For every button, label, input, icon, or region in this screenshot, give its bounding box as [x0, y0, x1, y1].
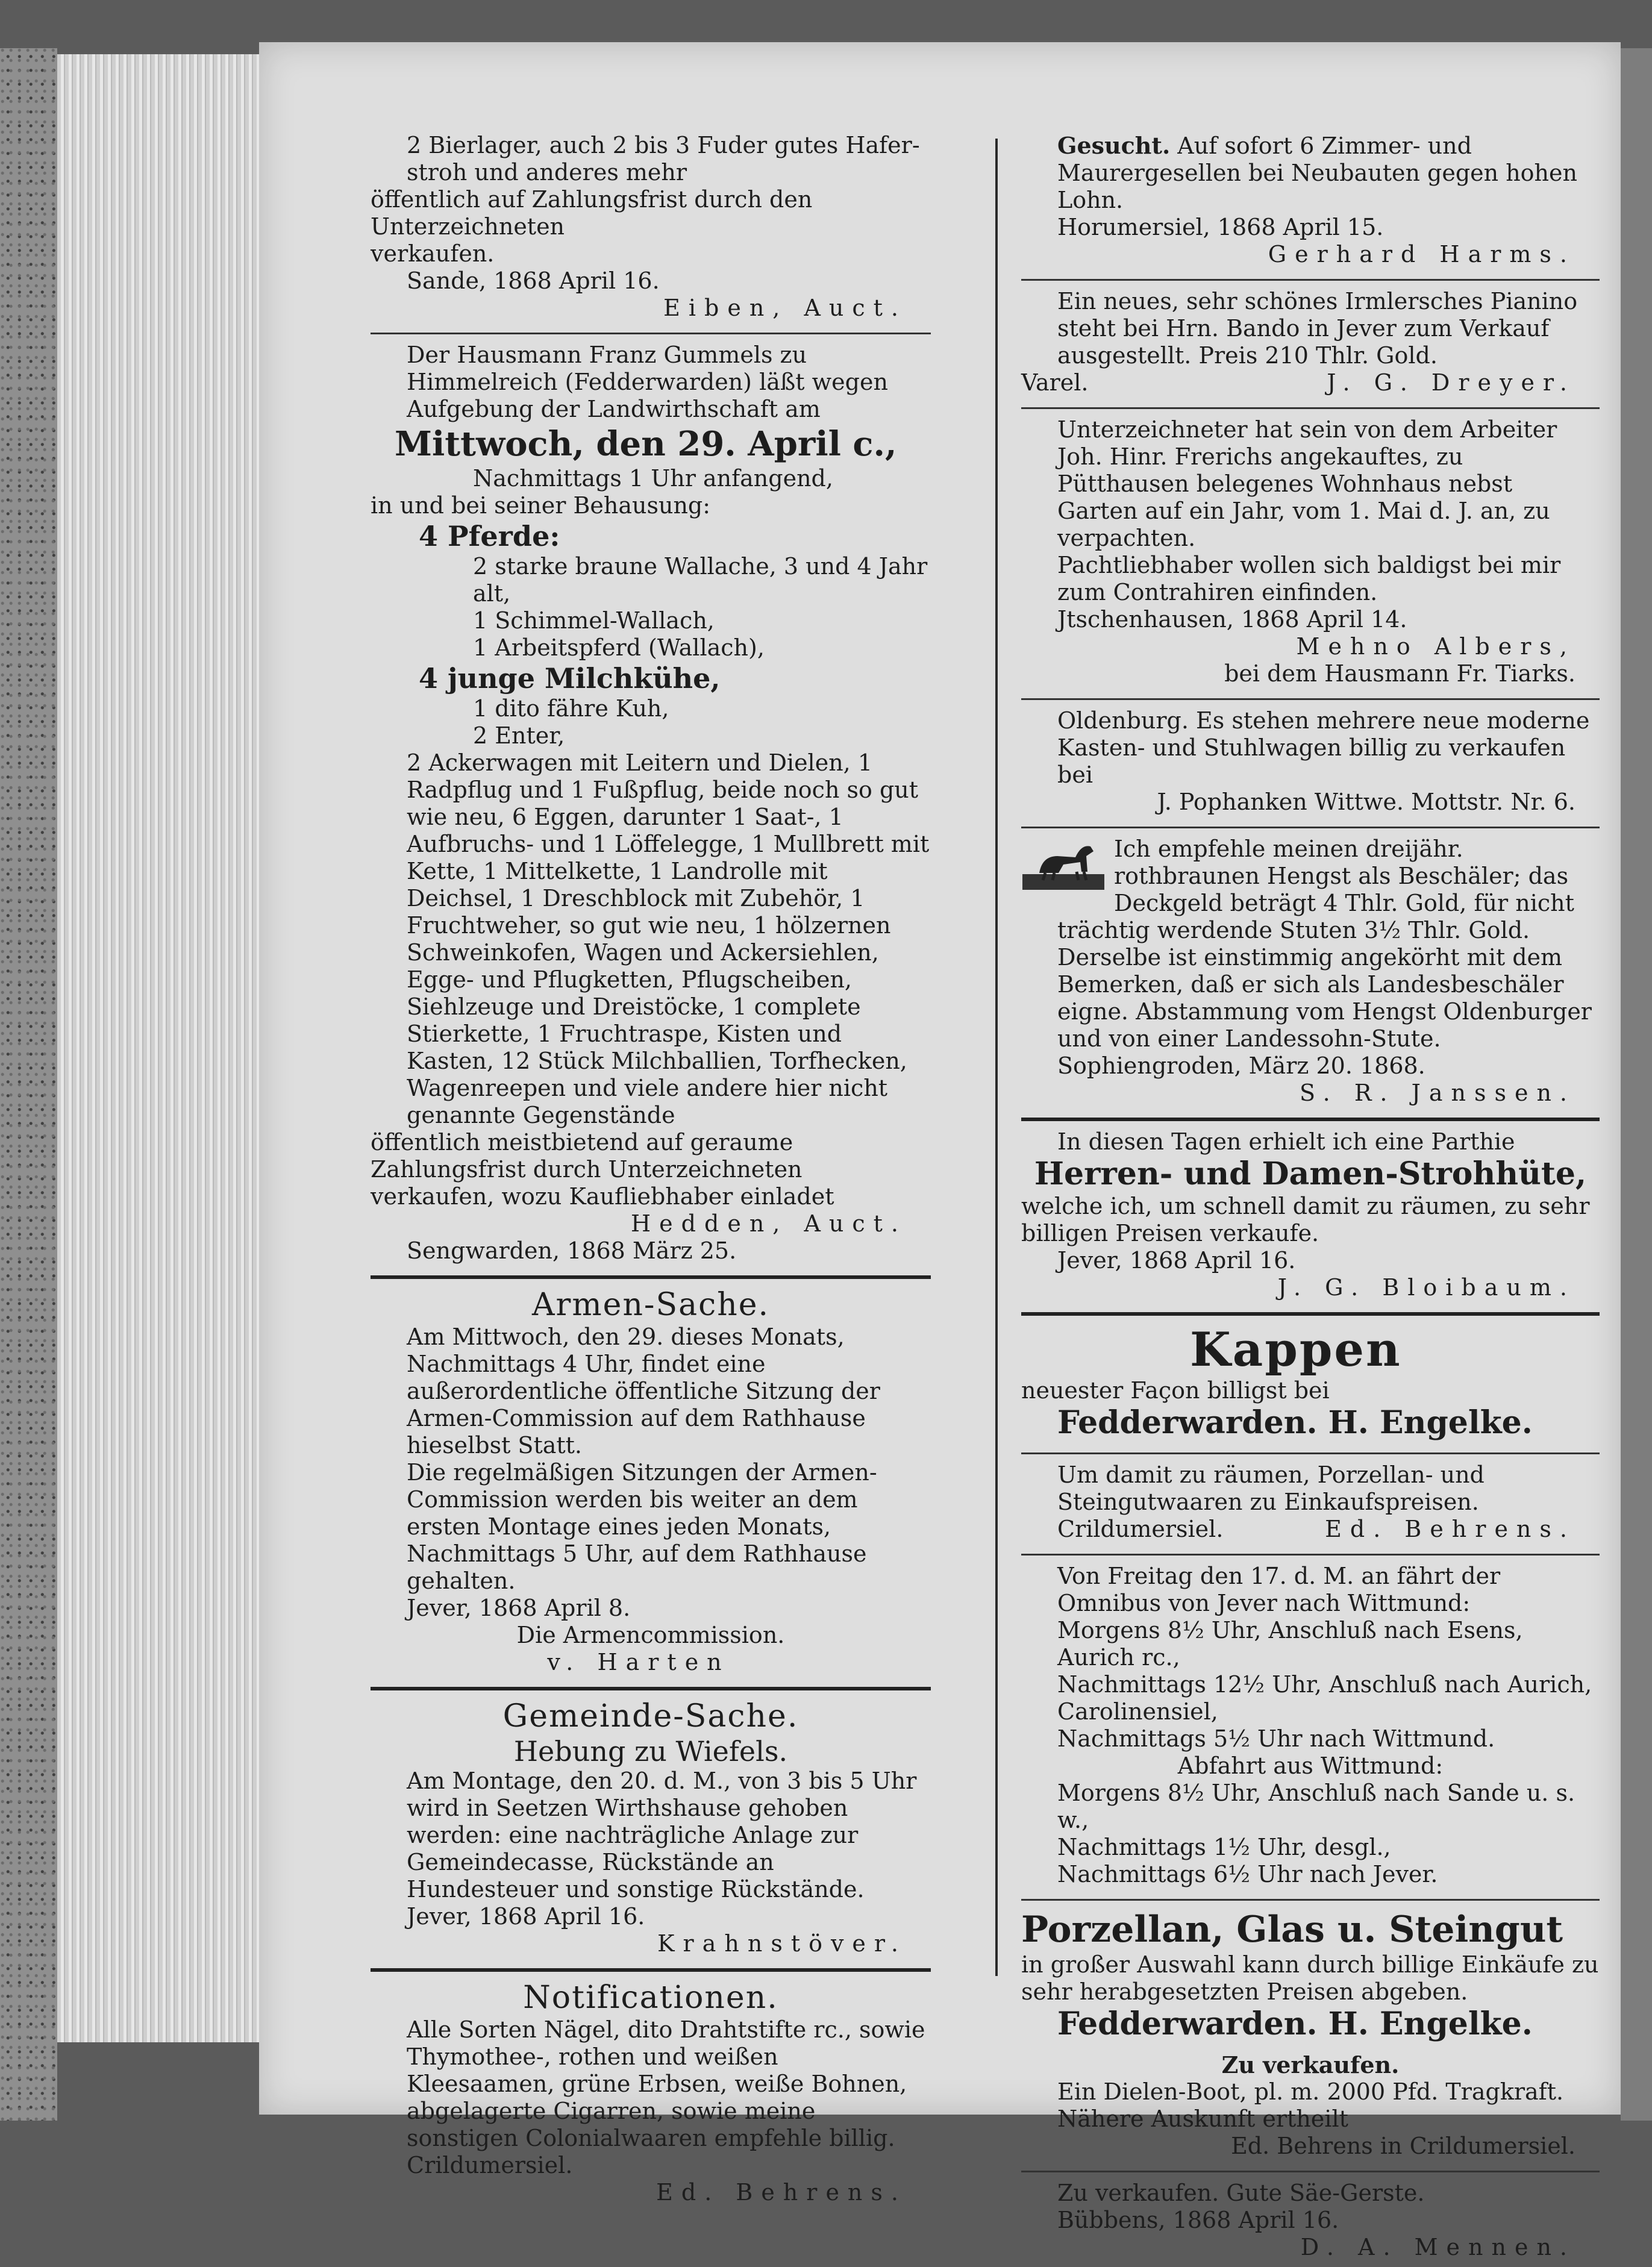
place-date: Crildumersiel.: [407, 2152, 573, 2178]
column-divider: [995, 139, 998, 1976]
signature: v. Harten: [547, 1649, 730, 1675]
divider-rule: [1021, 279, 1600, 281]
signature: J. G. Bloibaum.: [1277, 1274, 1575, 1301]
paragraph: Ein neues, sehr schönes Irmlersches Pianino steht bei Hrn. Bando in Jever zum Verkauf ausgestellt. Preis 210 Thlr. Gold.: [1057, 288, 1578, 369]
shop-name: Fedderwarden. H. Engelke.: [1057, 1404, 1533, 1441]
divider-rule: [1021, 827, 1600, 828]
ad-notificationen: [371, 1977, 931, 2212]
horse-icon: [1021, 838, 1106, 892]
paragraph: in großer Auswahl kann durch billige Einkäufe zu sehr herabgesetzten Preisen abgeben.: [1021, 1951, 1599, 2005]
item: 1 Schimmel-Wallach,: [473, 607, 715, 634]
item-list: 2 Ackerwagen mit Leitern und Dielen, 1 Radpflug und 1 Fußpflug, beide noch so gut wie neu, 6 Eggen, darunter 1 Saat-, 1 Aufbruchs- und 1 Löffelegge, 1 Mullbrett mit Kette, 1 Mittelkette, 1 Landrolle mit Deichsel, 1 Dreschblock mit Zubehör, 1 Fruchtweher, so gut wie neu, 1 hölzernen Schweinkofen, Wagen und Ackersiehlen, Egge- und Pflugketten, Pflugscheiben, Siehlzeuge und Dreistöcke, 1 complete Stierkette, 1 Fruchtraspe, Kisten und Kasten, 12 Stück Milchballien, Torfhecken, Wagenreepen und viele andere hier nicht genannte Gegenstände: [407, 749, 930, 1128]
ad-title: Armen-Sache.: [531, 1287, 770, 1323]
divider-rule: [371, 1968, 931, 1972]
paragraph: Um damit zu räumen, Porzellan- und Steingutwaaren zu Einkaufspreisen.: [1057, 1462, 1485, 1515]
right-column: [1021, 130, 1600, 2267]
paragraph: Von Freitag den 17. d. M. an fährt der Omnibus von Jever nach Wittmund:: [1057, 1563, 1501, 1616]
item: 2 Enter,: [473, 722, 565, 749]
divider-rule: [371, 333, 931, 334]
paragraph: Pachtliebhaber wollen sich baldigst bei mir zum Contrahiren einfinden.: [1057, 552, 1561, 605]
place-date: Jtschenhausen, 1868 April 14.: [1057, 606, 1407, 633]
paragraph: Ich empfehle meinen dreijähr. rothbraunen Hengst als Beschäler; das Deckgeld beträgt 4 Thlr. Gold, für nicht trächtig werdende Stuten 3½ Thlr. Gold. Derselbe ist einstimmig angekörht mit dem Bemerken, daß er sich als Landesbeschäler eigne. Abstammung vom Hengst Oldenburger und von einer Landessohn-Stute.: [1057, 836, 1592, 1052]
place: Varel.: [1021, 369, 1089, 396]
paragraph: Am Mittwoch, den 29. dieses Monats, Nachmittags 4 Uhr, findet eine außerordentliche öffentliche Sitzung der Armen-Commission auf dem Rathhause hieselbst Statt.: [407, 1324, 880, 1459]
divider-rule: [371, 1275, 931, 1279]
outro-text: öffentlich meistbietend auf geraume Zahlungsfrist durch Unterzeichneten verkaufen, wozu Kaufliebhaber einladet: [371, 1129, 834, 1210]
ad-saee-gerste: [1021, 2177, 1600, 2267]
shop-name: Fedderwarden. H. Engelke.: [1057, 2006, 1533, 2042]
paragraph: Zu verkaufen. Gute Säe-Gerste.: [1057, 2180, 1425, 2206]
paragraph: Ein Dielen-Boot, pl. m. 2000 Pfd. Tragkraft.: [1057, 2078, 1564, 2105]
timetable-line: Morgens 8½ Uhr, Anschluß nach Esens, Aurich rc.,: [1057, 1617, 1523, 1671]
issuer: Die Armencommission.: [516, 1622, 785, 1648]
place-date: Sengwarden, 1868 März 25.: [407, 1237, 737, 1264]
ad-armen-sache: [371, 1284, 931, 1682]
auction-date: Mittwoch, den 29. April c.,: [395, 424, 897, 464]
timetable-line: Nachmittags 12½ Uhr, Anschluß nach Aurich, Carolinensiel,: [1057, 1671, 1592, 1725]
text-line: verkaufen.: [371, 240, 495, 267]
divider-rule: [1021, 1118, 1600, 1121]
timetable-line: Nachmittags 5½ Uhr nach Wittmund.: [1057, 1725, 1495, 1752]
ad-subtitle: Hebung zu Wiefels.: [513, 1735, 788, 1768]
facing-page-edge: [1621, 48, 1652, 2121]
text-line: stroh und anderes mehr: [407, 159, 687, 186]
signature: Eiben, Auct.: [663, 295, 907, 321]
ad-strohhuete: [1021, 1126, 1600, 1307]
signature: Ed. Behrens in Crildumersiel.: [1231, 2133, 1575, 2159]
ad-dielen-boot: [1021, 2049, 1600, 2166]
timetable-line: Nachmittags 6½ Uhr nach Jever.: [1057, 1861, 1438, 1887]
ad-lead: Gesucht.: [1057, 132, 1171, 159]
text-line: öffentlich auf Zahlungsfrist durch den Unterzeichneten: [371, 186, 813, 240]
auction-time: Nachmittags 1 Uhr anfangend,: [473, 465, 833, 492]
timetable-line: Morgens 8½ Uhr, Anschluß nach Sande u. s. w.,: [1057, 1780, 1575, 1833]
timetable-line: Nachmittags 1½ Uhr, desgl.,: [1057, 1834, 1391, 1860]
auction-location: in und bei seiner Behausung:: [371, 492, 711, 519]
ad-hengst: [1021, 833, 1600, 1113]
signature-note: bei dem Hausmann Fr. Tiarks.: [1224, 660, 1575, 687]
text-line: 2 Bierlager, auch 2 bis 3 Fuder gutes Hafer-: [407, 132, 920, 158]
place-date: Bübbens, 1868 April 16.: [1057, 2207, 1339, 2233]
place-date: Jever, 1868 April 8.: [407, 1595, 631, 1621]
divider-rule: [1021, 698, 1600, 700]
signature: Krahnstöver.: [657, 1930, 907, 1957]
ad-kastenwagen: [1021, 705, 1600, 822]
ad-headline: Zu verkaufen.: [1221, 2051, 1400, 2078]
paragraph: Unterzeichneter hat sein von dem Arbeiter Joh. Hinr. Frerichs angekauftes, zu Pütthausen belegenes Wohnhaus nebst Garten auf ein Jahr, vom 1. Mai d. J. an, zu verpachten.: [1057, 416, 1557, 551]
timetable-heading: Abfahrt aus Wittmund:: [1177, 1753, 1444, 1779]
place-date: Jever, 1868 April 16.: [1057, 1247, 1296, 1274]
paragraph: neuester Façon billigst bei: [1021, 1377, 1330, 1404]
ad-auction-gummels: [371, 339, 931, 1271]
place-date: Jever, 1868 April 16.: [407, 1903, 645, 1930]
book-binding: [0, 48, 57, 2121]
ad-headline: Porzellan, Glas u. Steingut: [1021, 1909, 1563, 1951]
signature: Hedden, Auct.: [631, 1210, 907, 1237]
divider-rule: [1021, 407, 1600, 409]
item: 2 starke braune Wallache, 3 und 4 Jahr alt,: [473, 553, 928, 607]
signature: Ed. Behrens.: [656, 2179, 907, 2206]
divider-rule: [1021, 1312, 1600, 1316]
ad-title: Notificationen.: [523, 1980, 778, 2016]
ad-omnibus: [1021, 1560, 1600, 1894]
divider-rule: [1021, 1554, 1600, 1556]
section-heading: 4 junge Milchkühe,: [419, 662, 721, 695]
ad-gemeinde-sache: [371, 1695, 931, 1963]
signature: Gerhard Harms.: [1268, 241, 1575, 267]
ad-title: Gemeinde-Sache.: [502, 1698, 799, 1734]
paragraph: Auf sofort 6 Zimmer- und Maurergesellen bei Neubauten gegen hohen Lohn.: [1057, 133, 1577, 213]
divider-rule: [1021, 1452, 1600, 1454]
paragraph: Die regelmäßigen Sitzungen der Armen-Commission werden bis weiter an dem ersten Montage eines jeden Monats, Nachmittags 5 Uhr, auf dem Rathhause gehalten.: [407, 1459, 877, 1594]
item: 1 dito fähre Kuh,: [473, 695, 669, 722]
left-column: [371, 130, 931, 2212]
intro-text: Der Hausmann Franz Gummels zu Himmelreich (Fedderwarden) läßt wegen Aufgebung der Landwirthschaft am: [407, 342, 888, 422]
ad-porzellan-glas-steingut: [1021, 1906, 1600, 2049]
signature: J. G. Dreyer.: [1327, 369, 1575, 396]
signature: Mehno Albers,: [1296, 633, 1575, 660]
page-edges: [57, 54, 262, 2042]
signature: Ed. Behrens.: [1325, 1516, 1575, 1542]
divider-rule: [1021, 1899, 1600, 1901]
paragraph: Alle Sorten Nägel, dito Drahtstifte rc., sowie Thymothee-, rothen und weißen Kleesaamen, grüne Erbsen, weiße Bohnen, abgelagerte Cigarren, sowie meine sonstigen Colonialwaaren empfehle billig.: [407, 2016, 925, 2151]
divider-rule: [1021, 2171, 1600, 2172]
place-date: Sande, 1868 April 16.: [407, 267, 660, 294]
signature: S. R. Janssen.: [1299, 1080, 1575, 1106]
ad-headline: Kappen: [1190, 1322, 1402, 1377]
ad-kappen: [1021, 1321, 1600, 1448]
ad-beer-straw: [371, 130, 931, 328]
signature: J. Pophanken Wittwe. Mottstr. Nr. 6.: [1157, 789, 1575, 815]
section-heading: 4 Pferde:: [419, 520, 560, 552]
paragraph: Am Montage, den 20. d. M., von 3 bis 5 Uhr wird in Seetzen Wirthshause gehoben werden: eine nachträgliche Anlage zur Gemeindecasse, Rückstände an Hundesteuer und sonstige Rückstände.: [407, 1768, 917, 1903]
paragraph: Nähere Auskunft ertheilt: [1057, 2106, 1348, 2132]
ad-porzellan-raeumung: [1021, 1459, 1600, 1549]
signature: D. A. Mennen.: [1300, 2234, 1575, 2260]
paragraph: welche ich, um schnell damit zu räumen, zu sehr billigen Preisen verkaufe.: [1021, 1193, 1590, 1246]
ad-pianino: [1021, 286, 1600, 402]
ad-gesucht: [1021, 130, 1600, 274]
paragraph: In diesen Tagen erhielt ich eine Parthie: [1057, 1128, 1515, 1155]
ad-headline: Herren- und Damen-Strohhüte,: [1034, 1155, 1587, 1192]
place-date: Sophiengroden, März 20. 1868.: [1057, 1052, 1425, 1079]
place-date: Horumersiel, 1868 April 15.: [1057, 214, 1384, 240]
place: Crildumersiel.: [1057, 1516, 1224, 1542]
item: 1 Arbeitspferd (Wallach),: [473, 634, 765, 661]
paragraph: Oldenburg. Es stehen mehrere neue moderne Kasten- und Stuhlwagen billig zu verkaufen bei: [1057, 707, 1590, 788]
divider-rule: [371, 1687, 931, 1690]
ad-wohnhaus: [1021, 414, 1600, 693]
